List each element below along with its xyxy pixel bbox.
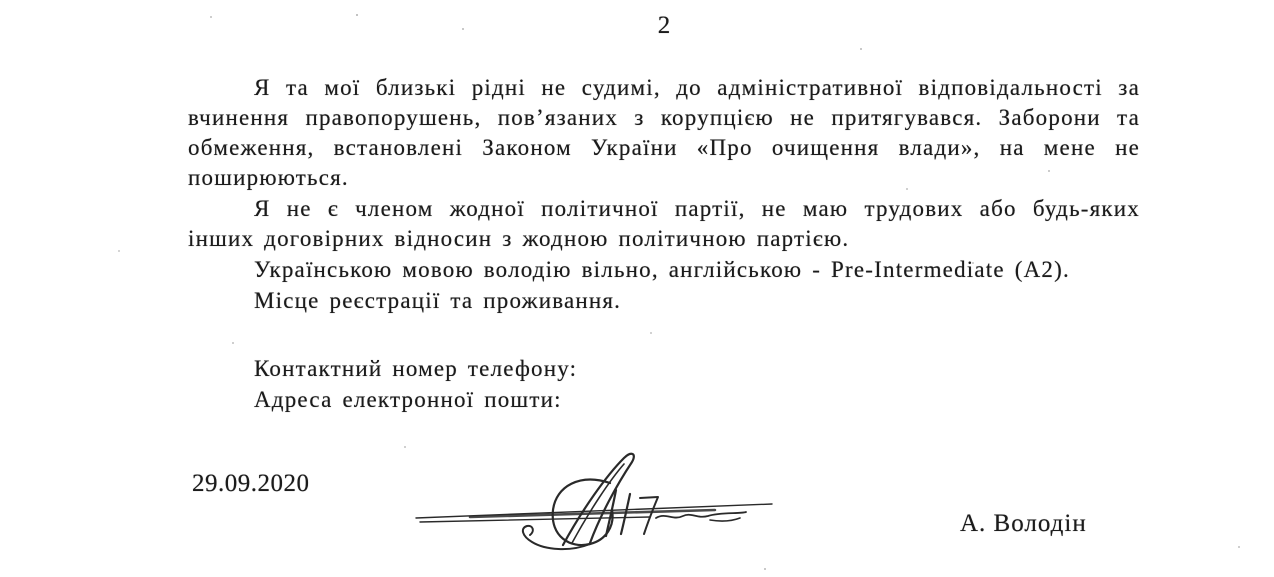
signatory-name: А. Володін [960, 510, 1087, 537]
contact-phone-line: Контактний номер телефону: [254, 356, 578, 381]
signature-ink-icon [410, 448, 780, 560]
paragraph-criminal-record: Я та мої близькі рідні не судимі, до адміністративної відповідальності за вчинення правопорушень, пов’язаних з корупцією не притягувався. Заборони та обмеження, встановлені Законом України «Про очищення влади», на мене не поширюються. [188, 75, 1140, 190]
document-body [188, 73, 1140, 415]
contact-email-line: Адреса електронної пошти: [254, 387, 562, 412]
paragraph-residence: Місце реєстрації та проживання. [254, 288, 622, 313]
page-number: 2 [657, 12, 671, 39]
paragraph-party-membership: Я не є членом жодної політичної партії, не маю трудових або будь-яких інших договірних відносин з жодною політичною партією. [188, 196, 1140, 251]
paragraph-languages: Українською мовою володію вільно, англійською - Pre-Intermediate (A2). [254, 257, 1070, 282]
date-label: 29.09.2020 [192, 470, 310, 497]
scan-noise-specks [0, 0, 2, 2]
handwritten-signature [410, 448, 780, 560]
blank-line [188, 316, 1140, 354]
